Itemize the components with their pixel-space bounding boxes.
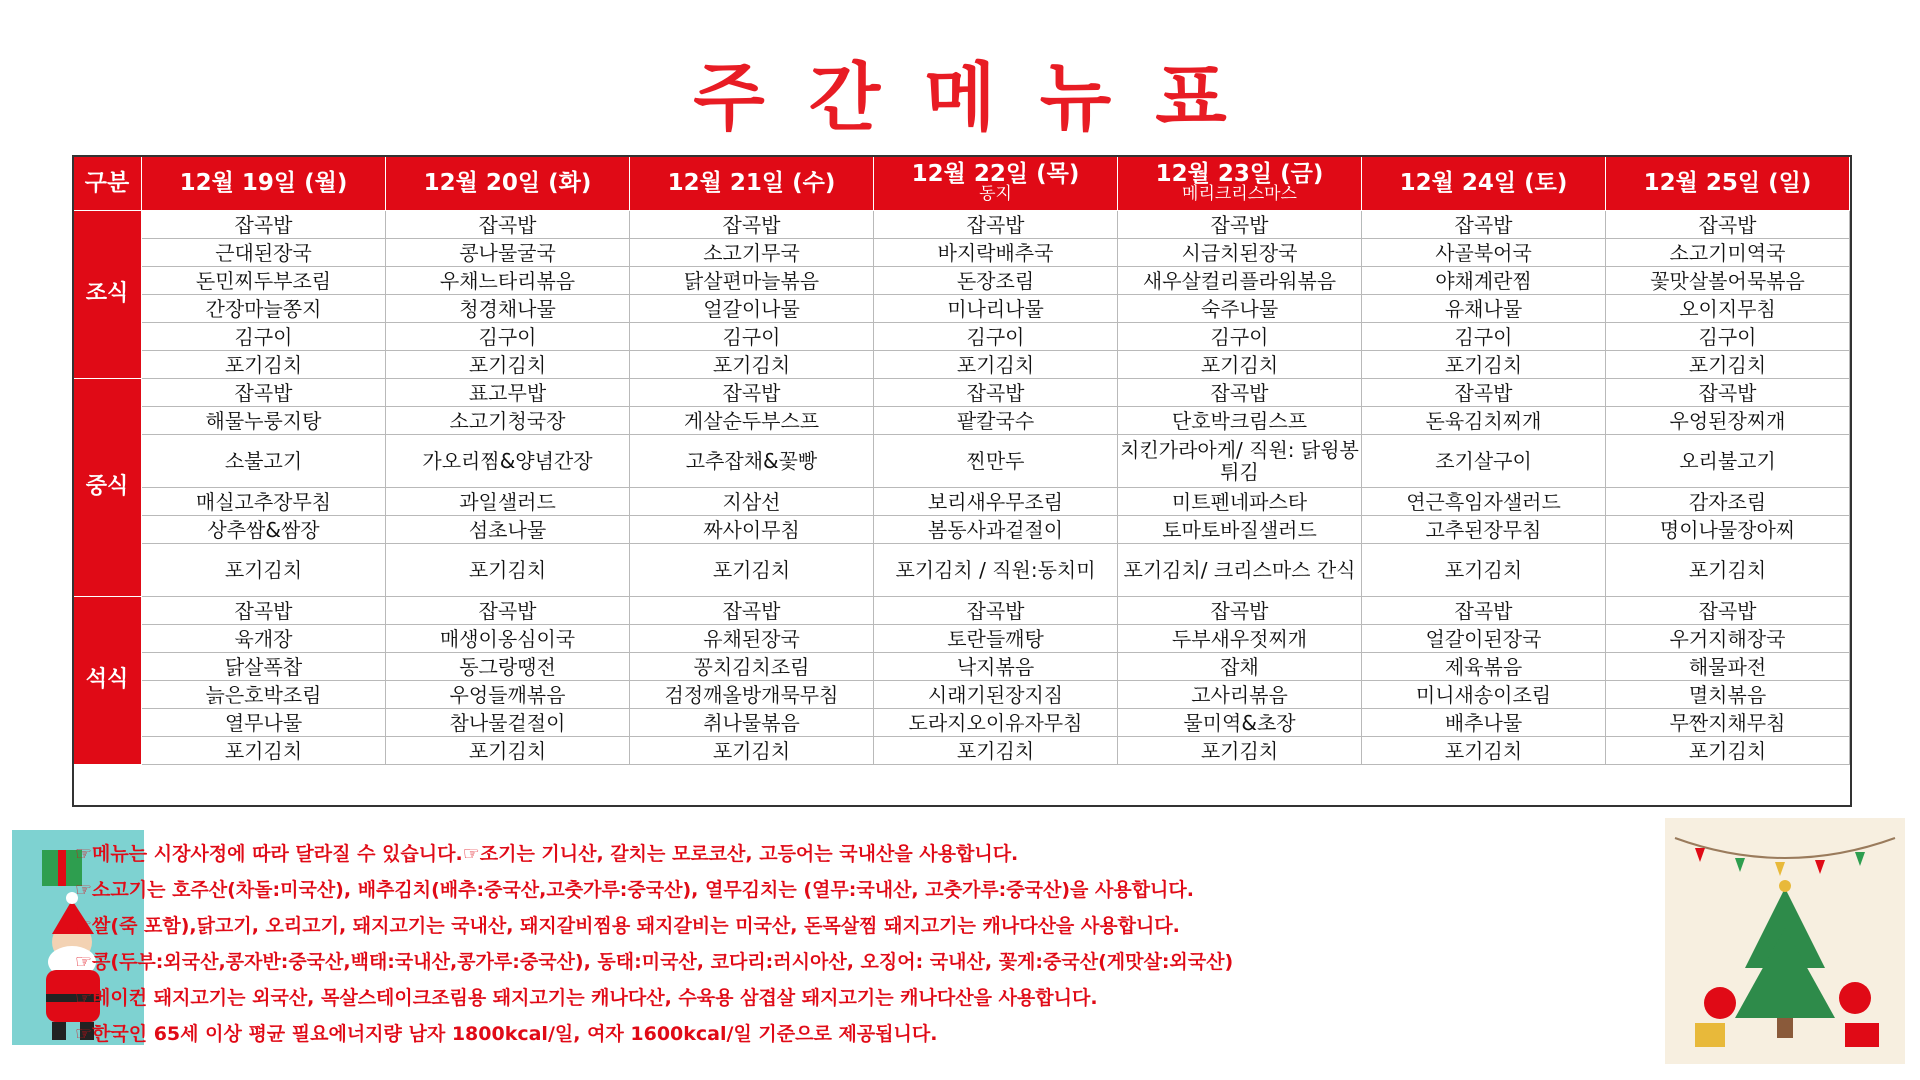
menu-row (73, 407, 1850, 435)
menu-cell: 소고기청국장 (386, 407, 630, 435)
menu-cell: 상추쌈&쌈장 (142, 516, 386, 544)
menu-cell: 잡곡밥 (1362, 211, 1606, 239)
menu-row (73, 351, 1850, 379)
menu-cell: 해물누룽지탕 (142, 407, 386, 435)
menu-cell: 검정깨올방개묵무침 (630, 681, 874, 709)
menu-cell: 포기김치 / 직원:동치미 (874, 544, 1118, 597)
menu-cell: 연근흑임자샐러드 (1362, 488, 1606, 516)
menu-cell: 치킨가라아게/ 직원: 닭윙봉튀김 (1118, 435, 1362, 488)
header-corner: 구분 (73, 156, 142, 211)
menu-cell: 섬초나물 (386, 516, 630, 544)
day-date: 12월 24일 (토) (1399, 169, 1568, 196)
page-title: 주간메뉴표 (693, 55, 1271, 141)
menu-cell: 돈장조림 (874, 267, 1118, 295)
menu-cell: 숙주나물 (1118, 295, 1362, 323)
note-line: ☞콩(두부:외국산,콩자반:중국산,백태:국내산,콩가루:중국산), 동태:미국산, 코다리:러시아산, 오징어: 국내산, 꽃게:중국산(게맛살:외국산) (75, 951, 1234, 973)
menu-row (73, 653, 1850, 681)
day-date: 12월 23일 (금) (1155, 161, 1324, 187)
weekly-menu-table (72, 155, 1850, 765)
note-line: ☞한국인 65세 이상 평균 필요에너지량 남자 1800kcal/일, 여자 1600kcal/일 기준으로 제공됩니다. (75, 1023, 938, 1045)
menu-row (73, 379, 1850, 407)
menu-cell: 낙지볶음 (874, 653, 1118, 681)
menu-row (73, 737, 1850, 765)
menu-cell: 근대된장국 (142, 239, 386, 267)
menu-row (73, 295, 1850, 323)
note-line: ☞쌀(죽 포함),닭고기, 오리고기, 돼지고기는 국내산, 돼지갈비찜용 돼지갈비는 미국산, 돈목살찜 돼지고기는 캐나다산을 사용합니다. (75, 915, 1180, 937)
menu-row (73, 625, 1850, 653)
menu-cell: 오이지무침 (1606, 295, 1850, 323)
day-header-fri (1118, 156, 1362, 211)
menu-cell: 잡곡밥 (142, 211, 386, 239)
menu-cell: 고사리볶음 (1118, 681, 1362, 709)
menu-cell: 무짠지채무침 (1606, 709, 1850, 737)
menu-row (73, 544, 1850, 597)
menu-cell: 김구이 (386, 323, 630, 351)
menu-cell: 돈육김치찌개 (1362, 407, 1606, 435)
menu-cell: 늙은호박조림 (142, 681, 386, 709)
meal-label-lunch: 중식 (73, 379, 142, 597)
menu-cell: 얼갈이된장국 (1362, 625, 1606, 653)
menu-cell: 포기김치 (386, 351, 630, 379)
menu-row (73, 597, 1850, 625)
menu-cell: 참나물겉절이 (386, 709, 630, 737)
menu-cell: 포기김치 (1362, 737, 1606, 765)
menu-cell: 잡곡밥 (1606, 597, 1850, 625)
menu-cell: 잡곡밥 (874, 211, 1118, 239)
menu-cell: 고추된장무침 (1362, 516, 1606, 544)
menu-cell: 소고기무국 (630, 239, 874, 267)
menu-cell: 단호박크림스프 (1118, 407, 1362, 435)
menu-cell: 포기김치 (142, 544, 386, 597)
menu-cell: 잡곡밥 (386, 211, 630, 239)
menu-cell: 고추잡채&꽃빵 (630, 435, 874, 488)
menu-cell: 봄동사과겉절이 (874, 516, 1118, 544)
menu-cell: 닭살폭찹 (142, 653, 386, 681)
menu-cell: 김구이 (142, 323, 386, 351)
day-date: 12월 20일 (화) (423, 169, 592, 196)
menu-cell: 열무나물 (142, 709, 386, 737)
menu-cell: 포기김치 (386, 737, 630, 765)
menu-cell: 명이나물장아찌 (1606, 516, 1850, 544)
note-line: ☞베이컨 돼지고기는 외국산, 목살스테이크조림용 돼지고기는 캐나다산, 수육용 삼겹살 돼지고기는 캐나다산을 사용합니다. (75, 987, 1098, 1009)
day-header-sun (1606, 156, 1850, 211)
day-header-sat (1362, 156, 1606, 211)
menu-row (73, 435, 1850, 488)
menu-cell: 잡곡밥 (630, 379, 874, 407)
menu-cell: 배추나물 (1362, 709, 1606, 737)
menu-cell: 포기김치 (142, 351, 386, 379)
menu-cell: 시금치된장국 (1118, 239, 1362, 267)
menu-cell: 동그랑땡전 (386, 653, 630, 681)
menu-cell: 김구이 (1362, 323, 1606, 351)
menu-row (73, 323, 1850, 351)
menu-cell: 가오리찜&양념간장 (386, 435, 630, 488)
note-line: ☞메뉴는 시장사정에 따라 달라질 수 있습니다.☞조기는 기니산, 갈치는 모로코산, 고등어는 국내산을 사용합니다. (75, 843, 1019, 865)
menu-cell: 제육볶음 (1362, 653, 1606, 681)
menu-cell: 우엉들깨볶음 (386, 681, 630, 709)
menu-cell: 포기김치 (874, 737, 1118, 765)
menu-cell: 매생이옹심이국 (386, 625, 630, 653)
menu-cell: 잡곡밥 (1606, 379, 1850, 407)
day-date: 12월 19일 (월) (179, 169, 348, 196)
menu-cell: 포기김치 (630, 737, 874, 765)
menu-row (73, 709, 1850, 737)
menu-cell: 잡곡밥 (874, 379, 1118, 407)
menu-cell: 게살순두부스프 (630, 407, 874, 435)
menu-cell: 표고무밥 (386, 379, 630, 407)
menu-cell: 오리불고기 (1606, 435, 1850, 488)
notes (75, 836, 1233, 1052)
menu-cell: 잡곡밥 (1362, 379, 1606, 407)
menu-row (73, 488, 1850, 516)
menu-cell: 해물파전 (1606, 653, 1850, 681)
menu-cell: 사골북어국 (1362, 239, 1606, 267)
menu-cell: 김구이 (874, 323, 1118, 351)
menu-cell: 잡곡밥 (1362, 597, 1606, 625)
header-row (73, 156, 1850, 211)
menu-cell: 포기김치 (874, 351, 1118, 379)
menu-cell: 꽃맛살볼어묵볶음 (1606, 267, 1850, 295)
christmas-tree-illustration-icon (1665, 818, 1905, 1064)
day-date: 12월 25일 (일) (1643, 169, 1812, 196)
menu-cell: 찐만두 (874, 435, 1118, 488)
menu-cell: 토마토바질샐러드 (1118, 516, 1362, 544)
menu-cell: 포기김치 (1362, 544, 1606, 597)
menu-cell: 바지락배추국 (874, 239, 1118, 267)
menu-row (73, 267, 1850, 295)
menu-cell: 김구이 (1606, 323, 1850, 351)
menu-cell: 짜사이무침 (630, 516, 874, 544)
menu-cell: 포기김치 (1606, 544, 1850, 597)
menu-cell: 토란들깨탕 (874, 625, 1118, 653)
menu-cell: 청경채나물 (386, 295, 630, 323)
menu-cell: 보리새우무조림 (874, 488, 1118, 516)
day-header-wed (630, 156, 874, 211)
menu-cell: 꽁치김치조림 (630, 653, 874, 681)
menu-cell: 시래기된장지짐 (874, 681, 1118, 709)
menu-cell: 돈민찌두부조림 (142, 267, 386, 295)
menu-cell: 포기김치 (1606, 351, 1850, 379)
menu-cell: 잡곡밥 (1118, 597, 1362, 625)
day-header-thu (874, 156, 1118, 211)
menu-cell: 잡곡밥 (1118, 211, 1362, 239)
menu-cell: 포기김치/ 크리스마스 간식 (1118, 544, 1362, 597)
menu-cell: 잡곡밥 (630, 597, 874, 625)
menu-cell: 팥칼국수 (874, 407, 1118, 435)
menu-cell: 물미역&초장 (1118, 709, 1362, 737)
menu-cell: 미니새송이조림 (1362, 681, 1606, 709)
menu-cell: 잡곡밥 (630, 211, 874, 239)
menu-cell: 과일샐러드 (386, 488, 630, 516)
day-header-tue (386, 156, 630, 211)
menu-cell: 새우살컬리플라워볶음 (1118, 267, 1362, 295)
menu-cell: 야채계란찜 (1362, 267, 1606, 295)
day-note: 메리크리스마스 (1182, 184, 1297, 205)
menu-cell: 취나물볶음 (630, 709, 874, 737)
menu-cell: 도라지오이유자무침 (874, 709, 1118, 737)
menu-cell: 매실고추장무침 (142, 488, 386, 516)
menu-cell: 포기김치 (1118, 351, 1362, 379)
menu-cell: 콩나물굴국 (386, 239, 630, 267)
menu-cell: 잡곡밥 (142, 597, 386, 625)
day-date: 12월 22일 (목) (911, 161, 1080, 187)
note-line: ☞소고기는 호주산(차돌:미국산), 배추김치(배추:중국산,고춧가루:중국산), 열무김치는 (열무:국내산, 고춧가루:중국산)을 사용합니다. (75, 879, 1194, 901)
menu-cell: 잡곡밥 (142, 379, 386, 407)
menu-cell: 감자조림 (1606, 488, 1850, 516)
menu-cell: 잡곡밥 (1606, 211, 1850, 239)
menu-cell: 김구이 (630, 323, 874, 351)
menu-cell: 조기살구이 (1362, 435, 1606, 488)
day-header-mon (142, 156, 386, 211)
menu-cell: 두부새우젓찌개 (1118, 625, 1362, 653)
menu-cell: 우거지해장국 (1606, 625, 1850, 653)
day-note: 동지 (979, 184, 1012, 205)
menu-cell: 김구이 (1118, 323, 1362, 351)
meal-label-breakfast: 조식 (73, 211, 142, 379)
menu-cell: 포기김치 (1606, 737, 1850, 765)
menu-cell: 잡채 (1118, 653, 1362, 681)
menu-row (73, 516, 1850, 544)
menu-cell: 간장마늘쫑지 (142, 295, 386, 323)
menu-cell: 포기김치 (1118, 737, 1362, 765)
menu-cell: 포기김치 (1362, 351, 1606, 379)
menu-cell: 우채느타리볶음 (386, 267, 630, 295)
menu-cell: 육개장 (142, 625, 386, 653)
day-date: 12월 21일 (수) (667, 169, 836, 196)
menu-cell: 미트펜네파스타 (1118, 488, 1362, 516)
menu-row (73, 239, 1850, 267)
menu-cell: 잡곡밥 (1118, 379, 1362, 407)
menu-cell: 소고기미역국 (1606, 239, 1850, 267)
menu-row (73, 681, 1850, 709)
menu-cell: 유채나물 (1362, 295, 1606, 323)
menu-cell: 포기김치 (386, 544, 630, 597)
menu-cell: 잡곡밥 (874, 597, 1118, 625)
menu-cell: 유채된장국 (630, 625, 874, 653)
menu-cell: 포기김치 (630, 544, 874, 597)
menu-row (73, 211, 1850, 239)
menu-cell: 미나리나물 (874, 295, 1118, 323)
menu-cell: 멸치볶음 (1606, 681, 1850, 709)
meal-label-dinner: 석식 (73, 597, 142, 765)
menu-cell: 잡곡밥 (386, 597, 630, 625)
menu-cell: 닭살편마늘볶음 (630, 267, 874, 295)
menu-cell: 포기김치 (630, 351, 874, 379)
menu-cell: 포기김치 (142, 737, 386, 765)
menu-cell: 지삼선 (630, 488, 874, 516)
menu-cell: 소불고기 (142, 435, 386, 488)
menu-cell: 얼갈이나물 (630, 295, 874, 323)
menu-cell: 우엉된장찌개 (1606, 407, 1850, 435)
